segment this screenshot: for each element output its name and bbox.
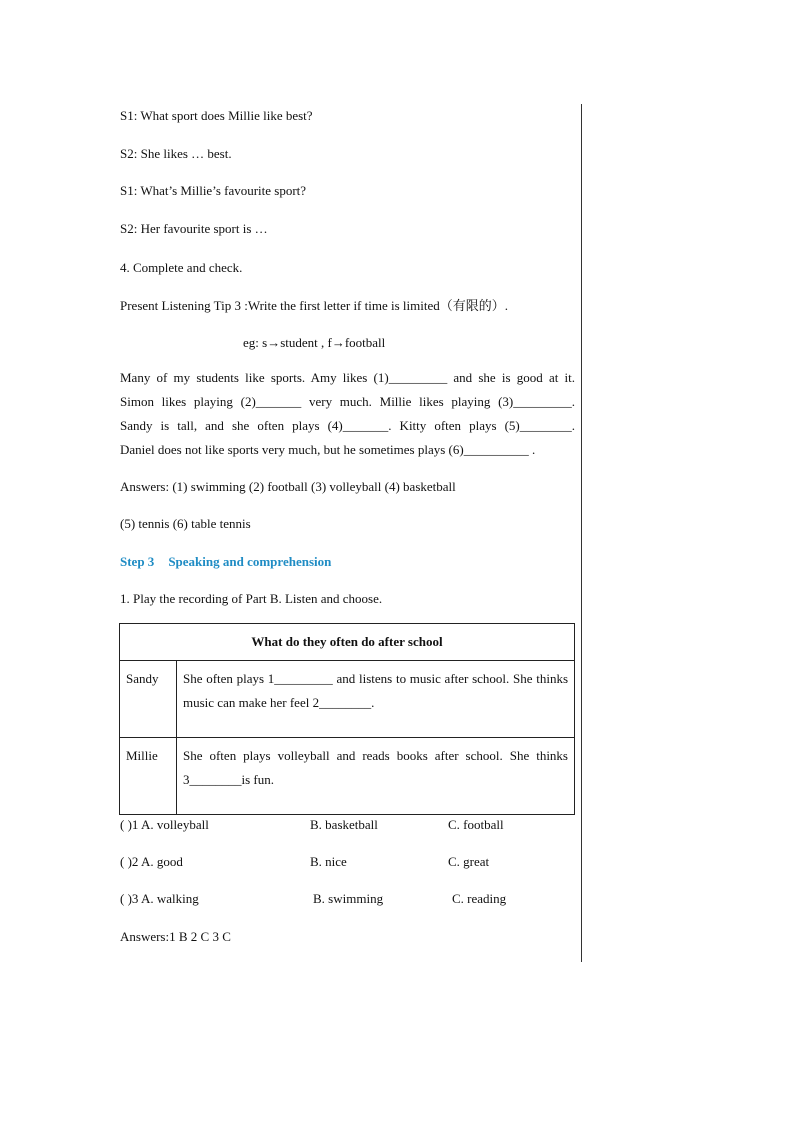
passage-line-4: Daniel does not like sports very much, but he sometimes plays (6)__________ .: [120, 442, 536, 457]
dialogue-line-1: S1: What sport does Millie like best?: [120, 108, 313, 123]
question-2: [120, 854, 490, 870]
passage-line-2: Simon likes playing (2)_______ very much. Millie likes playing (3)_________.: [120, 394, 575, 409]
dialogue-line-3: S1: What’s Millie’s favourite sport?: [120, 183, 307, 198]
question-3-option-c: C. reading: [452, 891, 507, 906]
question-3-option-b: B. swimming: [313, 891, 384, 906]
question-1-option-a: ( )1 A. volleyball: [120, 817, 209, 832]
row-name: Sandy: [120, 661, 177, 738]
row-name: Millie: [120, 738, 177, 815]
dialogue-line-2: S2: She likes … best.: [120, 146, 232, 161]
margin-rule: [581, 104, 582, 962]
question-2-option-a: ( )2 A. good: [120, 854, 183, 869]
row-text: She often plays 1_________ and listens to music after school. She thinks music can make her feel 2________.: [177, 661, 575, 738]
listening-tip: Present Listening Tip 3 :Write the first letter if time is limited（有限的）.: [120, 298, 508, 313]
table-row: [120, 738, 575, 815]
question-3: [120, 891, 507, 907]
task1-heading: 1. Play the recording of Part B. Listen and choose.: [120, 591, 383, 606]
row-text: She often plays volleyball and reads books after school. She thinks 3________is fun.: [177, 738, 575, 815]
after-school-table: [119, 623, 575, 815]
question-3-option-a: ( )3 A. walking: [120, 891, 199, 906]
question-1-option-b: B. basketball: [310, 817, 378, 832]
answers-task4-line2: (5) tennis (6) table tennis: [120, 516, 251, 531]
question-2-option-b: B. nice: [310, 854, 347, 869]
passage-line-1: Many of my students like sports. Amy likes (1)_________ and she is good at it.: [120, 370, 575, 385]
step3-title: Speaking and comprehension: [168, 554, 332, 569]
question-1: [120, 817, 504, 833]
task4-heading: 4. Complete and check.: [120, 260, 243, 275]
dialogue-line-4: S2: Her favourite sport is …: [120, 221, 268, 236]
passage-line-3: Sandy is tall, and she often plays (4)_______. Kitty often plays (5)________.: [120, 418, 575, 433]
answers-task4-line1: Answers: (1) swimming (2) football (3) volleyball (4) basketball: [120, 479, 456, 494]
question-2-option-c: C. great: [448, 854, 490, 869]
table-row: [120, 661, 575, 738]
step3-label: Step 3: [120, 554, 155, 569]
example-line: eg: s→student , f→football: [243, 335, 386, 350]
table-header: What do they often do after school: [120, 624, 575, 661]
question-1-option-c: C. football: [448, 817, 504, 832]
answers-task1: Answers:1 B 2 C 3 C: [120, 929, 231, 944]
step3-heading: [120, 554, 331, 570]
